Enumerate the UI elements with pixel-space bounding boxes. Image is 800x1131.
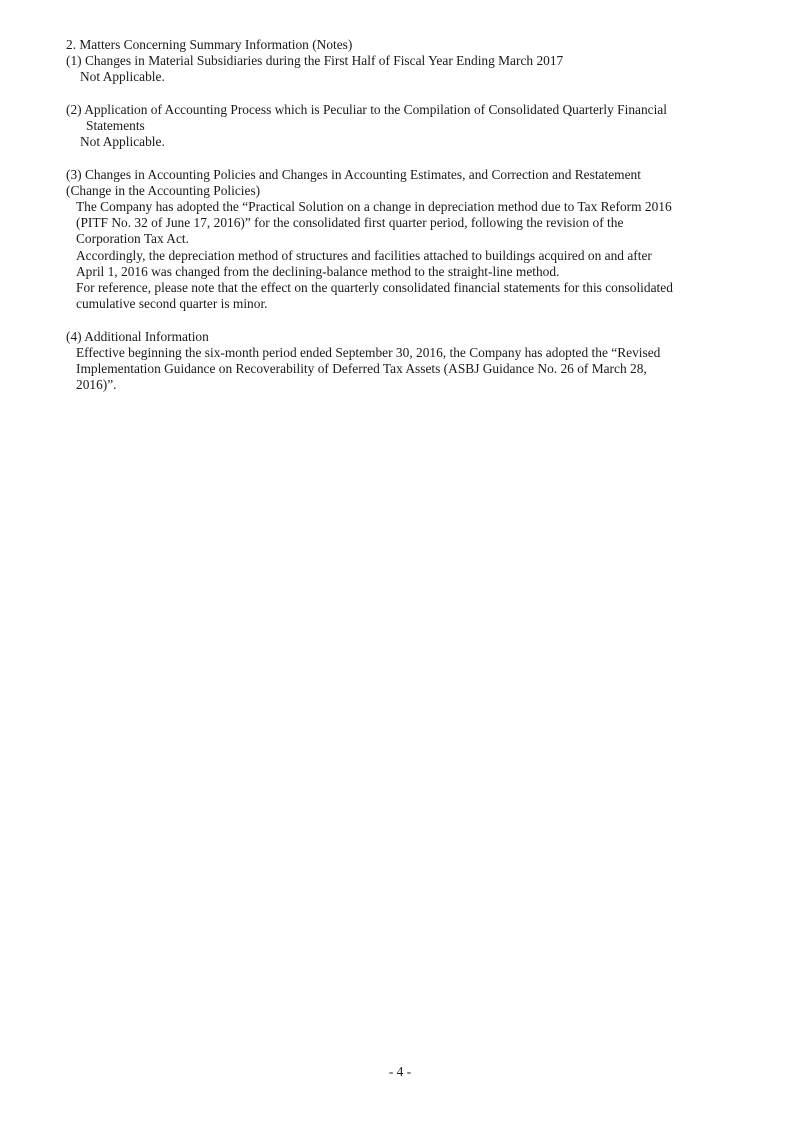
section3-line: Corporation Tax Act. [76,231,189,247]
spacer [66,150,726,166]
section-heading: 2. Matters Concerning Summary Information (Notes) [66,37,353,52]
section4-line: Implementation Guidance on Recoverability of Deferred Tax Assets (ASBJ Guidance No. 26 of March 28, [76,361,647,377]
section4-line: Effective beginning the six-month period ended September 30, 2016, the Company has adopted the “Revised [76,344,661,360]
section3-line: April 1, 2016 was changed from the declining-balance method to the straight-line method. [76,263,560,279]
section2-title-line2: Statements [86,118,145,133]
section3-title: (3) Changes in Accounting Policies and Changes in Accounting Estimates, and Correction and Restatement [66,166,641,182]
section4-title: (4) Additional Information [66,328,209,344]
section1-body: Not Applicable. [80,69,165,85]
section4-line: 2016)”. [76,377,117,393]
section3-line: Accordingly, the depreciation method of structures and facilities attached to buildings acquired on and after [76,247,652,263]
spacer [66,312,726,328]
notes-content [66,37,726,393]
section3-line: The Company has adopted the “Practical Solution on a change in depreciation method due to Tax Reform 2016 [76,199,672,214]
section3-line: For reference, please note that the effect on the quarterly consolidated financial statements for this consolidated [76,280,673,296]
section1-title: (1) Changes in Material Subsidiaries during the First Half of Fiscal Year Ending March 2017 [66,53,564,69]
spacer [66,86,726,102]
section3-subtitle: (Change in the Accounting Policies) [66,182,261,198]
section3-line: (PITF No. 32 of June 17, 2016)” for the consolidated first quarter period, following the revision of the [76,215,624,231]
page-number: - 4 - [388,1064,412,1079]
section3-line: cumulative second quarter is minor. [76,296,268,312]
section2-body: Not Applicable. [80,134,165,150]
section2-title-line1: (2) Application of Accounting Process which is Peculiar to the Compilation of Consolidated Quarterly Financial [66,101,667,117]
